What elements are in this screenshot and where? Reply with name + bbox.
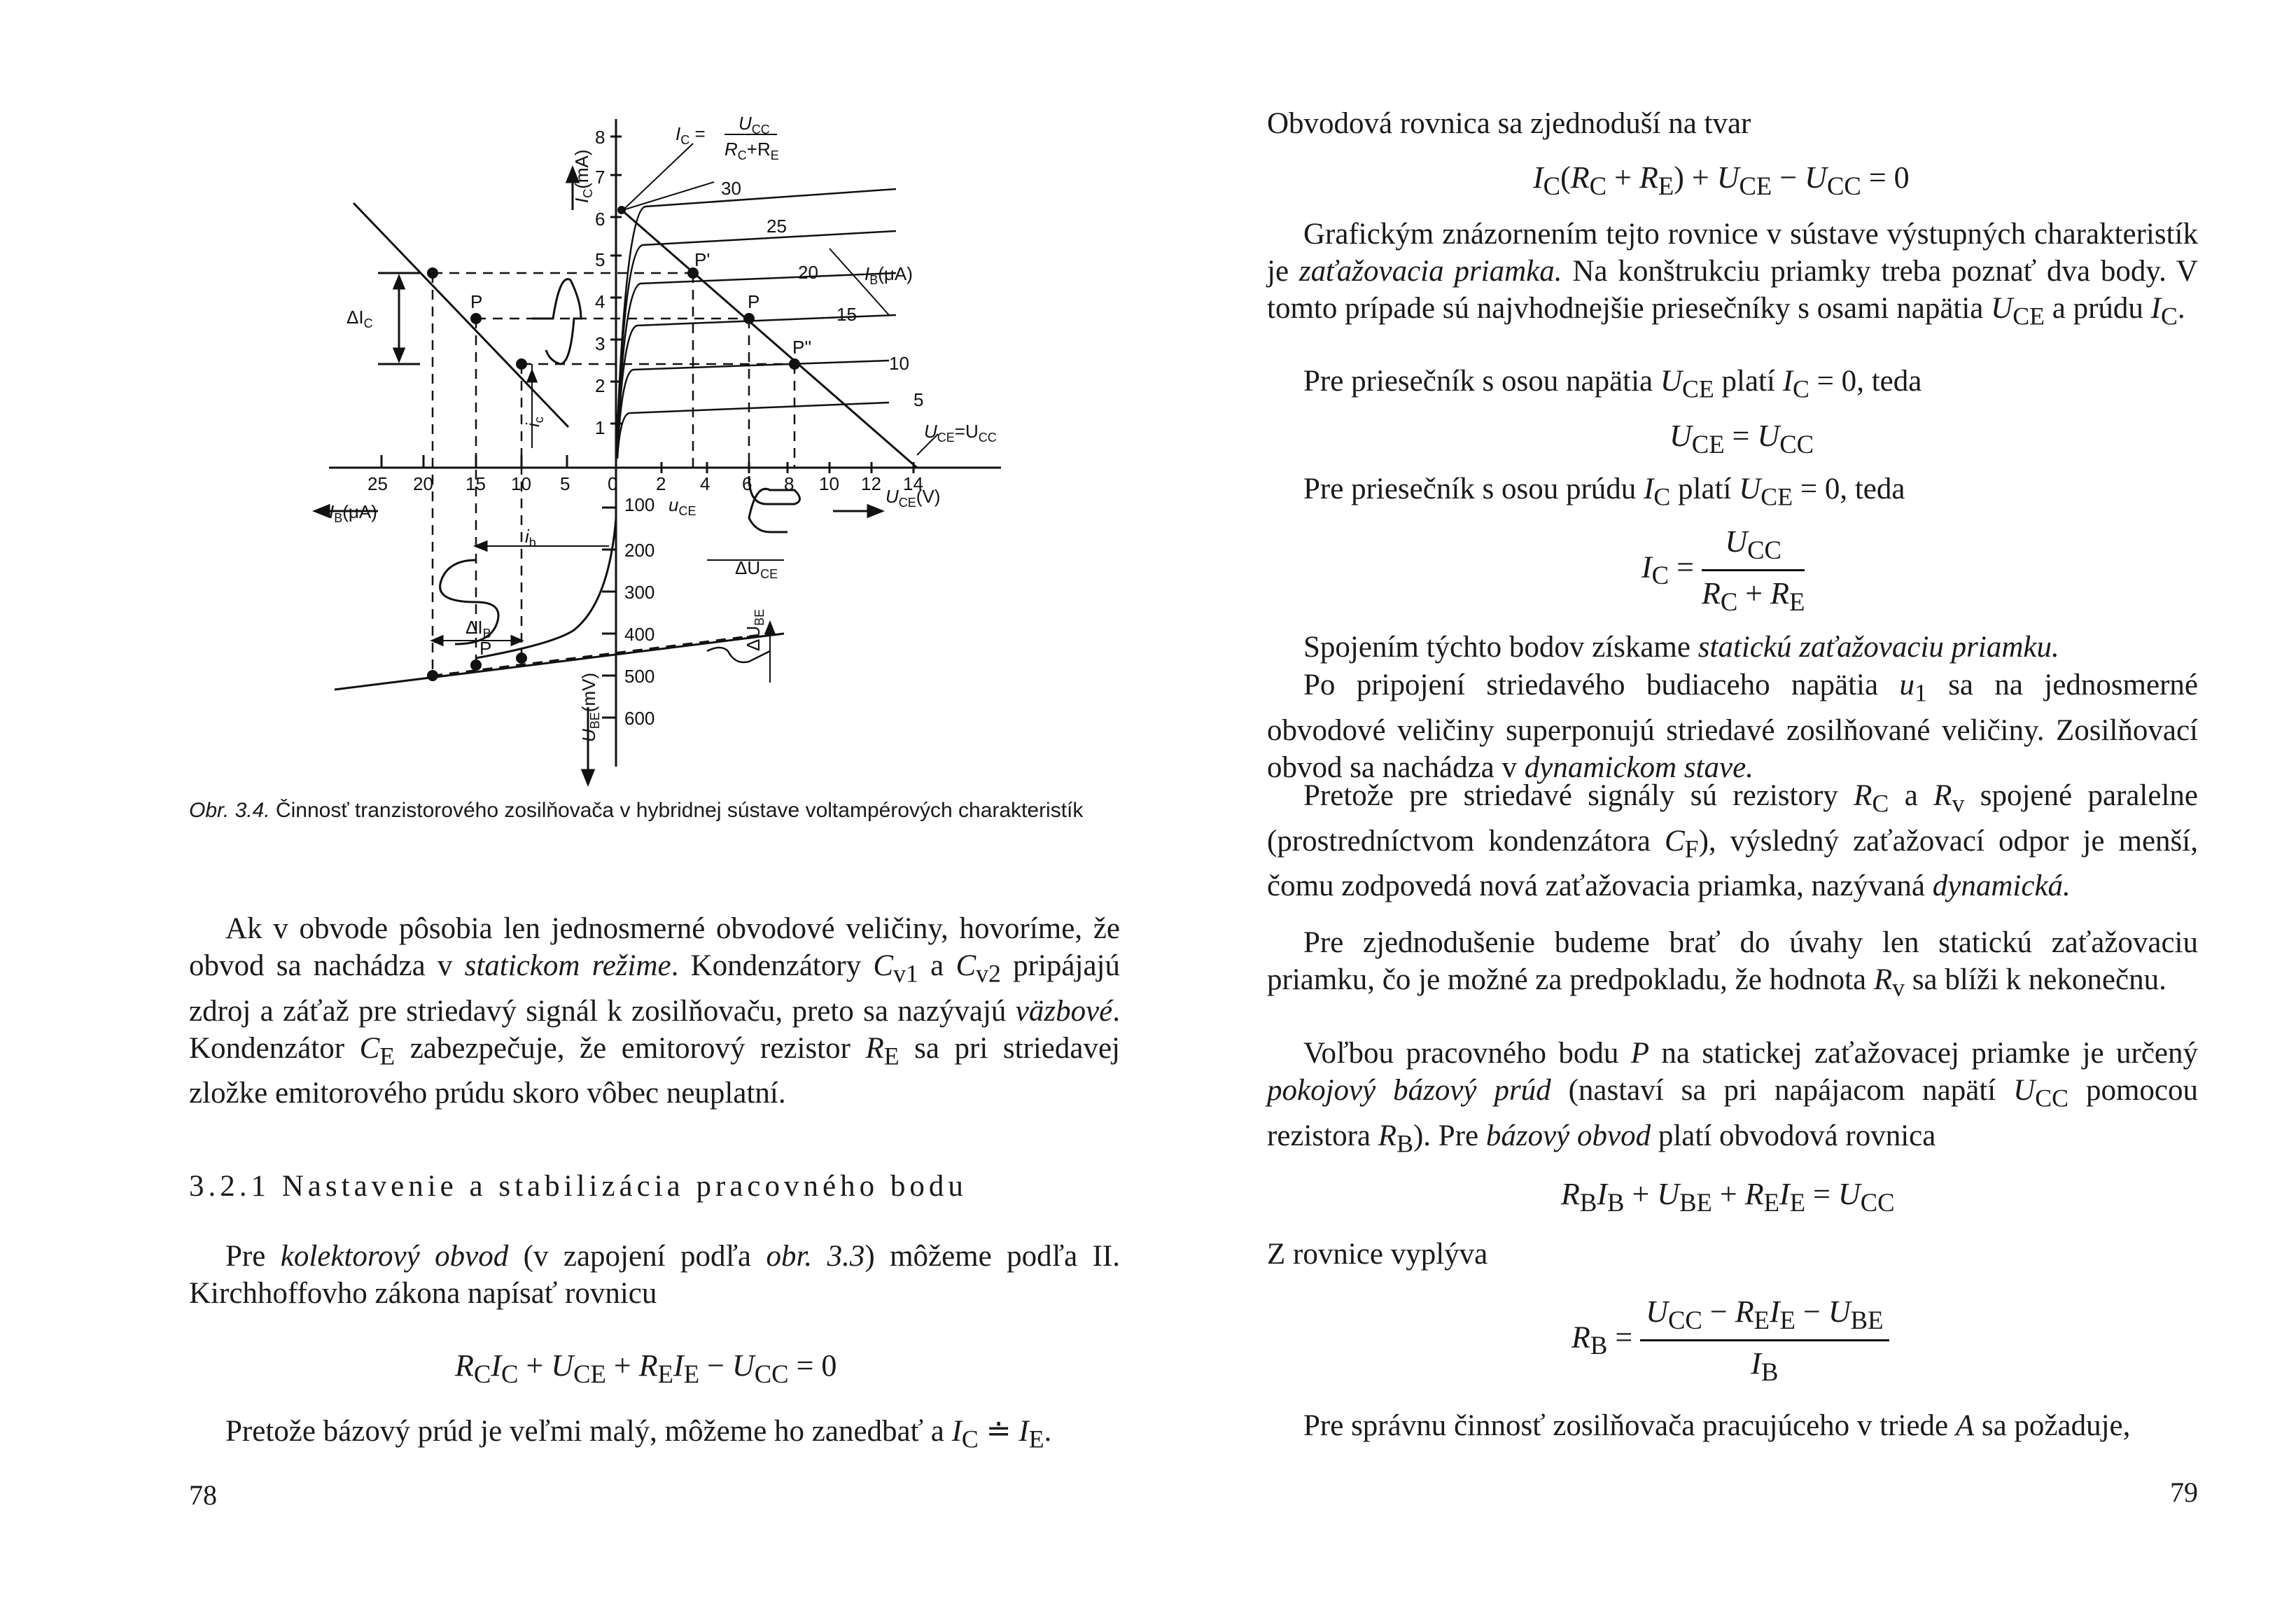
input-line xyxy=(335,634,784,690)
ib-curve-15: 15 xyxy=(836,304,857,325)
right-page xyxy=(1148,0,2296,1599)
paragraph-simplification: Pre zjednodušenie budeme brať do úvahy len statickú zaťažovaciu priamku, čo je možné za predpokladu, že hodnota $R_v$ sa blíži k nekonečnu. xyxy=(1267,926,2198,1002)
ib-small-label: $i_b$ xyxy=(525,526,536,550)
paragraph-static-mode: Ak v obvode pôsobia len jednosmerné obvodové veličiny, hovoríme, že obvod sa nachádza v statickom režime. Kondenzátory $C_{v1}$ a $C_{v2}$ pripájajú zdroj a záťaž pre striedavý signál k zosilňovaču, preto sa nazývajú väzbové. Kondenzátor $C_E$ zabezpečuje, že emitorový rezistor $R_E$ sa pri striedavej zložke emitorového prúdu skoro vôbec neuplatní. xyxy=(189,912,1120,1110)
ib-family-label: $I_B(\mu A)$ xyxy=(864,263,913,287)
ib-ticks xyxy=(382,455,567,468)
uce-tick-6: 6 xyxy=(742,473,752,494)
equation-rb-fraction: $R_B$ = $\frac{U_{CC} - R_EI_E - U_{BE}}{I_B}$ xyxy=(1572,1294,1889,1387)
ic-tick-4: 4 xyxy=(595,291,606,312)
uce-eq-ucc-label: $U_{CE}=U_{CC}$ xyxy=(924,421,997,445)
ib-tick-15: 15 xyxy=(465,473,486,494)
ube-tick-300: 300 xyxy=(624,582,655,603)
page-number-left: 78 xyxy=(189,1479,217,1511)
ube-tick-400: 400 xyxy=(624,624,655,645)
load-formula-den: $R_C+R_E$ xyxy=(724,139,779,162)
paragraph-dynamic-state: Po pripojení striedavého budiaceho napätia $u_1$ sa na jednosmerné obvodové veličiny superponujú striedavé zosilňované veličiny. Zosilňovací obvod sa nachádza v dynamickom stave. xyxy=(1267,669,2198,784)
ube-tick-500: 500 xyxy=(624,666,655,687)
ube-tick-600: 600 xyxy=(624,708,655,729)
delta-ube-label: $\Delta U_{BE}$ xyxy=(743,608,766,651)
ic-tick-8: 8 xyxy=(595,127,606,148)
ib-tick-5: 5 xyxy=(560,473,570,494)
ic-small-label: $i_c$ xyxy=(522,417,546,427)
uce-tick-10: 10 xyxy=(819,473,839,494)
ib-tick-25: 25 xyxy=(368,473,388,494)
paragraph-base-current: Pretože bázový prúd je veľmi malý, môžeme ho zanedbať a $I_C$ ≐ $I_E$. xyxy=(225,1415,1052,1453)
caption-prefix: Obr. 3.4. xyxy=(189,799,270,822)
load-formula-lhs: $I_C$ = xyxy=(676,123,706,147)
ic-axis-label: $I_C(mA)$ xyxy=(571,149,595,203)
point-p-right-label: P xyxy=(748,291,760,312)
ib-curve-25: 25 xyxy=(766,216,787,237)
transfer-line xyxy=(354,203,568,427)
section-heading: 3.2.1 Nastavenie a stabilizácia pracovného bodu xyxy=(189,1170,967,1203)
ib-curve-10: 10 xyxy=(889,353,909,374)
equation-base-circuit: $R_BI_B + U_{BE} + R_EI_E = U_{CC}$ xyxy=(1561,1177,1895,1217)
uce-tick-8: 8 xyxy=(784,473,794,494)
equation-kirchhoff: $R_CI_C + U_{CE} + R_EI_E - U_{CC} = 0$ xyxy=(455,1348,837,1388)
paragraph-current-axis: Pre priesečník s osou prúdu $I_C$ platí $U_{CE} = 0$, teda xyxy=(1303,473,1905,511)
point-p1-label: P' xyxy=(694,249,710,270)
ib-curve-20: 20 xyxy=(798,262,818,283)
delta-uce-label: $\Delta U_{CE}$ xyxy=(735,557,778,581)
figure-caption xyxy=(189,797,1120,825)
uce-tick-4: 4 xyxy=(700,473,710,494)
ic-tick-7: 7 xyxy=(595,167,606,188)
equation-simplified: $I_C(R_C + R_E) + U_{CE} - U_{CC} = 0$ xyxy=(1533,160,1910,200)
ube-tick-200: 200 xyxy=(624,540,655,561)
load-line xyxy=(622,210,917,468)
delta-ic-label: $\Delta I_C$ xyxy=(346,307,373,330)
ic-tick-5: 5 xyxy=(595,249,606,270)
page-number-right: 79 xyxy=(2170,1476,2198,1508)
ic-tick-3: 3 xyxy=(595,333,606,354)
paragraph-voltage-axis: Pre priesečník s osou napätia $U_{CE}$ platí $I_C = 0$, teda xyxy=(1303,365,1922,403)
paragraph-dynamic-line: Pretože pre striedavé signály sú rezistory $R_C$ a $R_v$ spojené paralelne (prostredníctvom kondenzátora $C_F$), výsledný zaťažovací odpor je menší, čomu zodpovedá nová zaťažovacia priamka, nazývaná dynamická. xyxy=(1267,779,2198,903)
ube-tick-100: 100 xyxy=(624,494,655,515)
paragraph-load-line: Grafickým znázornením tejto rovnice v sústave výstupných charakteristík je zaťažovacia priamka. Na konštrukciu priamky treba poznať dva body. V tomto prípade sú najvhodnejšie priesečníky s osami napätia $U_{CE}$ a prúdu $I_C$. xyxy=(1267,218,2198,330)
ic-tick-2: 2 xyxy=(595,375,606,396)
point-p2-label: P'' xyxy=(792,337,812,358)
points xyxy=(427,206,800,681)
ube-axis-label: $U_{BE}(mV)$ xyxy=(578,672,602,742)
uce-tick-2: 2 xyxy=(656,473,666,494)
ic-tick-6: 6 xyxy=(595,209,606,230)
paragraph-collector-circuit: Pre kolektorový obvod (v zapojení podľa obr. 3.3) môžeme podľa II. Kirchhoffovho zákona napísať rovnicu xyxy=(189,1240,1121,1310)
ib-curve-30: 30 xyxy=(721,178,741,199)
uce-small-label: $u_{CE}$ xyxy=(668,494,696,518)
uce-tick-12: 12 xyxy=(861,473,881,494)
caption-text: Činnosť tranzistorového zosilňovača v hybridnej sústave voltampérových charakteristík xyxy=(270,799,1084,822)
equation-ic-fraction: $I_C$ = $\frac{U_{CC}}{R_C + R_E}$ xyxy=(1642,524,1805,616)
paragraph-class-a: Pre správnu činnosť zosilňovača pracujúceho v triede A sa požaduje, xyxy=(1303,1409,2131,1442)
load-formula-num: $U_{CC}$ xyxy=(738,113,770,137)
ib-curve-5: 5 xyxy=(913,389,924,410)
intro-text: Obvodová rovnica sa zjednoduší na tvar xyxy=(1267,107,1751,140)
delta-ib-label: $\Delta I_B$ xyxy=(465,617,491,641)
paragraph-static-load-line: Spojením týchto bodov získame statickú zaťažovaciu priamku. xyxy=(1303,631,2059,664)
ib-tick-20: 20 xyxy=(413,473,433,494)
point-p-bottom-label: P xyxy=(479,638,492,659)
figure-3-4 xyxy=(301,105,1057,791)
uce-axis-label: $U_{CE}(V)$ xyxy=(886,486,941,510)
ib-tick-0: 0 xyxy=(608,473,618,494)
ic-tick-1: 1 xyxy=(595,417,606,438)
paragraph-from-equation: Z rovnice vyplýva xyxy=(1267,1238,1488,1271)
paragraph-operating-point: Voľbou pracovného bodu P na statickej zaťažovacej priamke je určený pokojový bázový prúd (nastaví sa pri napájacom napätí $U_{CC}$ pomocou rezistora $R_B$). Pre bázový obvod platí obvodová rovnica xyxy=(1267,1037,2198,1158)
uce-tick-14: 14 xyxy=(903,473,923,494)
equation-uce-ucc: $U_{CE} = U_{CC}$ xyxy=(1670,419,1814,459)
ib-axis-label: $I_B(\mu A)$ xyxy=(329,501,377,525)
ib-tick-10: 10 xyxy=(511,473,531,494)
point-p-label: P xyxy=(470,291,483,312)
